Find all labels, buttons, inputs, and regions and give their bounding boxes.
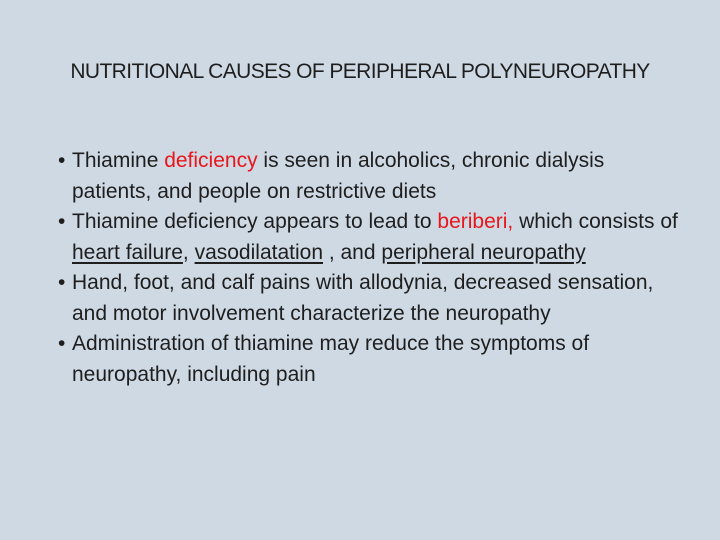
link-heart-failure[interactable]: heart failure <box>72 240 183 264</box>
bullet-item-treatment <box>56 329 686 390</box>
bullet-icon: • <box>58 271 66 294</box>
bullet-text: Thiamine deficiency appears to lead to <box>72 210 438 233</box>
bullet-text: is seen in alcoholics, chronic dialysis patients, and people on restrictive diets <box>72 149 605 203</box>
bullet-list <box>56 146 686 390</box>
bullet-text: which consists of <box>513 210 678 233</box>
bullet-text: , <box>182 240 195 264</box>
bullet-text: , and <box>323 240 382 264</box>
bullet-item-thiamine-deficiency <box>56 146 686 207</box>
bullet-icon: • <box>58 332 66 355</box>
bullet-text: Hand, foot, and calf pains with allodynia, decreased sensation, and motor involvement characterize the neuropathy <box>72 271 654 325</box>
bullet-icon: • <box>58 210 66 233</box>
bullet-icon: • <box>58 149 66 172</box>
slide-title: NUTRITIONAL CAUSES OF PERIPHERAL POLYNEUROPATHY <box>70 60 650 83</box>
highlight-text: beriberi, <box>437 210 514 233</box>
highlight-text: deficiency <box>164 149 258 172</box>
bullet-text: Administration of thiamine may reduce the symptoms of neuropathy, including pain <box>72 332 590 386</box>
link-peripheral-neuropathy[interactable]: peripheral neuropathy <box>381 240 586 264</box>
link-vasodilatation[interactable]: vasodilatation <box>194 240 323 264</box>
bullet-text: Thiamine <box>72 149 165 172</box>
bullet-item-beriberi <box>56 207 686 268</box>
bullet-item-symptoms <box>56 268 686 329</box>
